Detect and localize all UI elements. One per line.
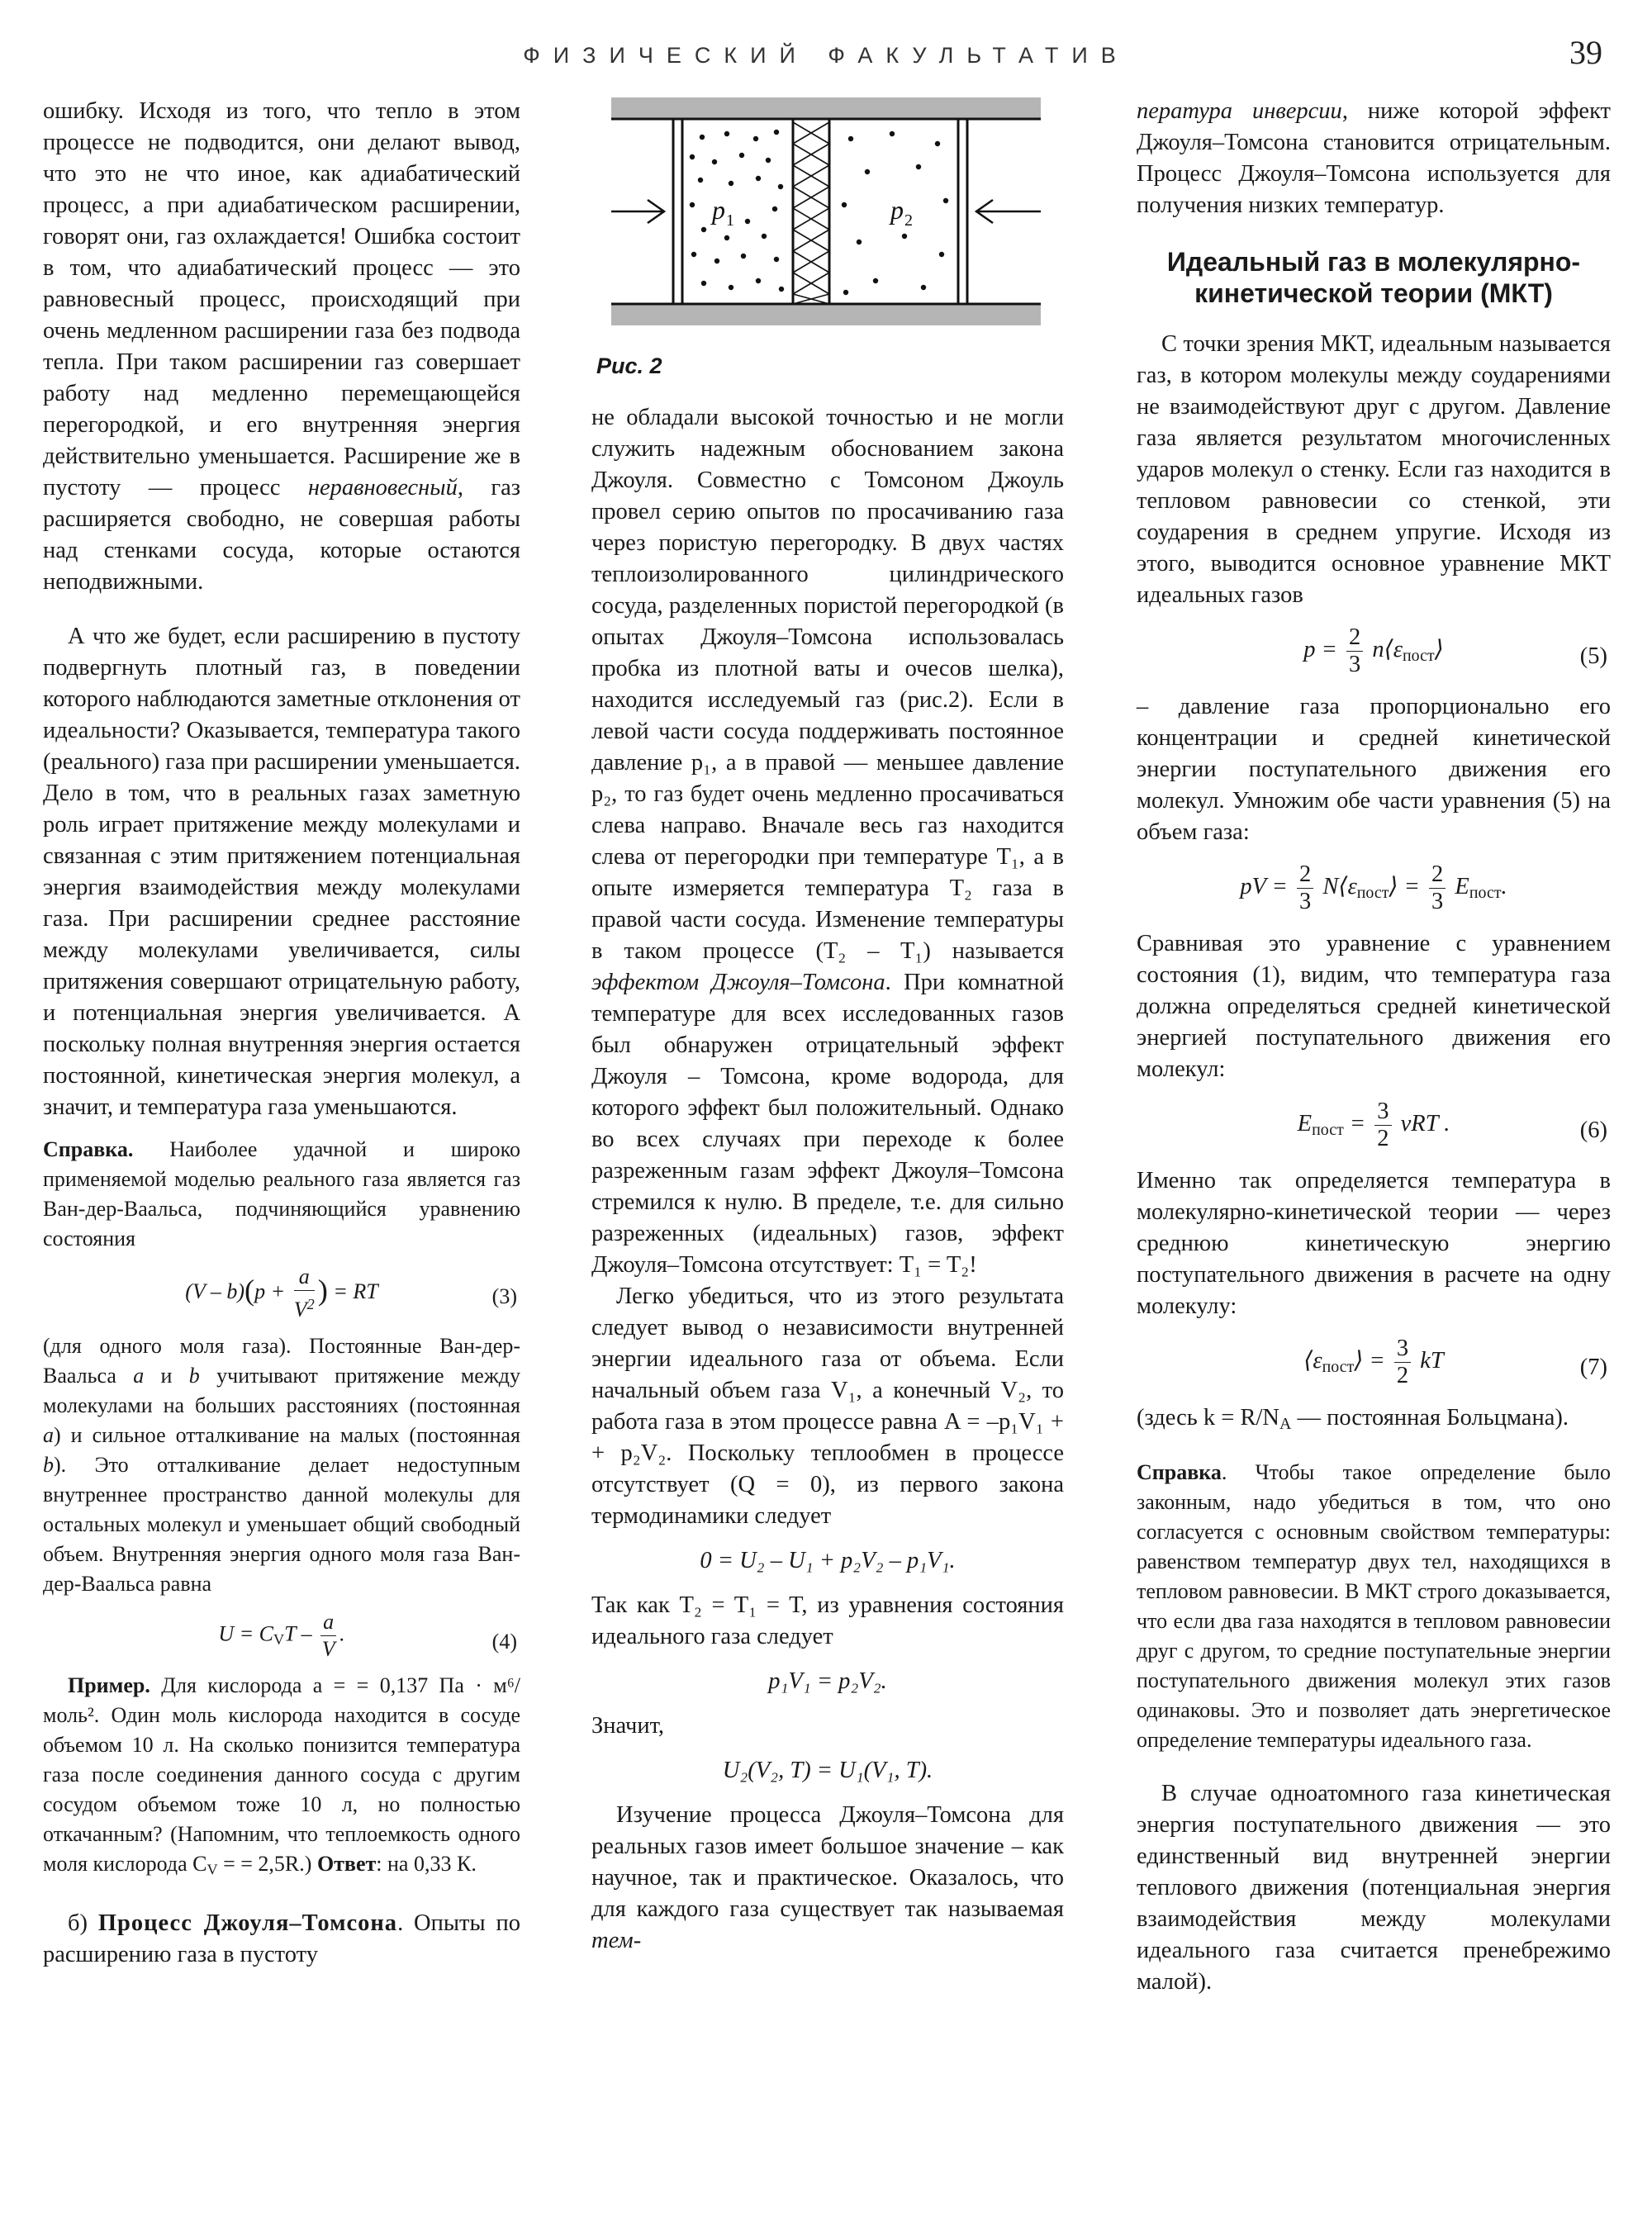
left-pressure-label: p xyxy=(712,195,725,225)
paragraph: ошибку. Исходя из того, что тепло в этом процессе не подводится, они делают вывод, что это не что иное, как адиабатический процесс, а при адиабатическом расширении, говорят они, газ охлаждается! Ошибка состоит в том, что адиабатический процесс — это равновесный процесс, происходящий при очень медленном расширении газа без подвода тепла. При таком расширении газ совершает работу над медленно перемещающейся перегородкой, и его внутренняя энергия действительно уменьшается. Расширение же в пустоту — процесс неравновесный, газ расширяется свободно, не совершая работы над стенками сосуда, которые остаются неподвижными. xyxy=(43,98,520,595)
equation-4: $U = C_VT$ – $\frac{a}{V}$ . (4) xyxy=(218,1610,517,1662)
section-heading: Идеальный газ в молекулярно-кинетической теории (МКТ) xyxy=(1166,247,1581,308)
figure-joule-thomson xyxy=(611,97,1041,370)
equation-3: (V – b)(p + $\frac{a}{V^2}$ ) = RT (3) xyxy=(185,1265,517,1322)
paragraph: Именно так определяется температура в молекулярно-кинетической теории — через среднюю кинетическую энергию поступательного движения в расчете на одну молекулу: xyxy=(1137,1168,1611,1319)
paragraph: Сравнивая это уравнение с уравнением состояния (1), видим, что температура газа должна определяться средней кинетической энергией поступательного движения его молекул: xyxy=(1137,931,1611,1082)
running-title: ФИЗИЧЕСКИЙ ФАКУЛЬТАТИВ xyxy=(523,43,1129,68)
paragraph: – давление газа пропорционально его концентрации и средней кинетической энергии поступательного движения его молекул. Умножим обе части уравнения (5) на объем газа: xyxy=(1137,694,1611,845)
column-right xyxy=(1137,96,1611,1998)
equation-7: $⟨\varepsilon_{пост}⟩$ = $\frac{3}{2}$ kT (7) xyxy=(1303,1336,1607,1388)
paragraph: Легко убедиться, что из этого результата следует вывод о независимости внутренней энергии идеального газа от объема. Если начальный объем газа V₁, а конечный V₂, то работа газа в этом процессе равна A = –p₁V₁ + + p₂V₂. Поскольку теплообмен в процессе отсутствует (Q = 0), из первого закона термодинамики следует xyxy=(591,1284,1064,1529)
paragraph: не обладали высокой точностью и не могли служить надежным обоснованием закона Джоуля. Совместно с Томсоном Джоуль провел серию опытов по просачиванию газа через пористую перегородку. В двух частях теплоизолированного цилиндрического сосуда, разделенных пористой перегородкой (в опытах Джоуля–Томсона использовалась пробка из плотной ваты и очесов шелка), находится исследуемый газ (рис.2). Если в левой части сосуда поддерживать постоянное давление p₁, а в правой — меньшее давление p₂, то газ будет очень медленно просачиваться слева направо. Вначале весь газ находится слева от перегородки при температуре T₁, а в опыте измеряется температура T₂ газа в правой части сосуда. Изменение температуры в таком процессе (T₂ – T₁) называется эффектом Джоуля–Томсона. При комнатной температуре для всех исследованных газов был обнаружен отрицательный эффект Джоуля – Томсона, кроме водорода, для которого эффект был положительный. Однако во всех случаях при переходе к более разреженным газам эффект Джоуля–Томсона стремился к нулю. В пределе, т.е. для сильно разреженных (идеальных) газов, эффект Джоуля–Томсона отсутствует: T₁ = T₂! xyxy=(591,405,1064,1278)
porous-plug-diagram xyxy=(611,97,1041,345)
reference-note: Справка. Наиболее удачной и широко применяемой моделью реального газа является газ Ван-дер-Ваальса, подчиняющийся уравнению состояния (V – b)(p + $\frac{a}{V^2}$ ) = RT (3) (для одного моля газа). Постоянные Ван-дер-Ваальса a и b учитывают притяжение между молекулами на больших расстояниях (постоянная a) и сильное отталкивание на малых (постоянная b). Это отталкивание делает недоступным внутреннее пространство данной молекулы для остальных молекул и уменьшает общий свободный объем. Внутренняя энергия одного моля газа Ван-дер-Ваальса равна $U = C_VT$ – $\frac{a}{V}$ . (4) Пример. Для кислорода a = = 0,137 Па · м⁶/моль². Один моль кислорода находится в сосуде объемом 10 л. На сколько понизится температура газа после соединения данного сосуда с другим сосудом объемом тоже 10 л, но полностью откачанным? (Напомним, что теплоемкость одного моля кислорода $C_V$ = = 2,5R.) Ответ: на 0,33 К. xyxy=(43,1137,521,1878)
equation-energy-balance: 0 = U₂ – U₁ + p₂V₂ – p₁V₁. xyxy=(700,1548,956,1573)
equation-u: U₂(V₂, T) = U₁(V₁, T). xyxy=(722,1758,933,1783)
paragraph: Значит, xyxy=(591,1713,665,1739)
equation-pv: p₁V₁ = p₂V₂. xyxy=(768,1668,887,1694)
page-number: 39 xyxy=(1569,34,1602,71)
page-header xyxy=(0,34,1652,79)
paragraph: б) Процесс Джоуля–Томсона. Опыты по расширению газа в пустоту xyxy=(43,1910,520,1967)
left-pressure-sub: 1 xyxy=(726,211,734,230)
paragraph: С точки зрения МКТ, идеальным называется газ, в котором молекулы между соударениями не взаимодействуют друг с другом. Давление газа является результатом многочисленных ударов молекул о стенку. Если газ находится в тепловом равновесии со стенкой, эти соударения в среднем упругие. Исходя из этого, выводится основное уравнение МКТ идеальных газов xyxy=(1137,331,1611,608)
figure-caption: Рис. 2 xyxy=(596,354,662,378)
paragraph: Так как T₂ = T₁ = T, из уравнения состояния идеального газа следует xyxy=(591,1592,1064,1649)
paragraph: (здесь $k = R/N_A$ — постоянная Больцмана). xyxy=(1137,1405,1569,1433)
paragraph: пература инверсии, ниже которой эффект Джоуля–Томсона становится отрицательным. Процесс Джоуля–Томсона используется для получения низких температур. xyxy=(1137,98,1612,218)
column-middle xyxy=(591,402,1064,1957)
equation-6: $E_{пост}$ = $\frac{3}{2}$ νRT . (6) xyxy=(1297,1099,1607,1151)
paragraph: А что же будет, если расширению в пустоту подвергнуть плотный газ, в поведении которого наблюдаются заметные отклонения от идеальности? Оказывается, температура такого (реального) газа при расширении уменьшается. Дело в том, что в реальных газах заметную роль играет притяжение между молекулами и связанная с этим притяжением потенциальная энергия взаимодействия между молекулами газа. При расширении среднее расстояние между молекулами увеличивается, силы притяжения совершают отрицательную работу, и потенциальная энергия увеличивается. А поскольку полная внутренняя энергия остается постоянной, кинетическая энергия молекул, а значит, и температура газа уменьшаются. xyxy=(43,624,520,1120)
right-pressure-sub: 2 xyxy=(904,211,913,230)
paragraph: Изучение процесса Джоуля–Томсона для реальных газов имеет большое значение – как научное, так и практическое. Оказалось, что для каждого газа существует так называемая тем- xyxy=(591,1802,1064,1953)
paragraph: В случае одноатомного газа кинетическая энергия поступательного движения — это единственный вид внутренней энергии теплового движения (потенциальная энергия взаимодействия между молекулами идеального газа считается пренебрежимо малой). xyxy=(1137,1780,1611,1995)
reference-note: Справка. Чтобы такое определение было законным, надо убедиться в том, что оно согласуется с основным свойством температуры: равенством температур двух тел, находящихся в тепловом равновесии. В МКТ строго доказывается, что если два газа находятся в тепловом равновесии друг с другом, то средние поступательные энергии поступательного движения молекул этих газов одинаковы. Это и позволяет дать энергетическое определение температуры идеального газа. xyxy=(1137,1459,1611,1752)
column-left xyxy=(43,96,520,1971)
equation-5: p = $\frac{2}{3}$ $n⟨\varepsilon_{пост}⟩$ (5) xyxy=(1303,624,1607,677)
right-pressure-label: p xyxy=(890,195,904,225)
equation-pv-energy: pV = $\frac{2}{3}$ $N⟨\varepsilon_{пост}⟩$ = $\frac{2}{3}$ $E_{пост}$. xyxy=(1240,861,1507,914)
